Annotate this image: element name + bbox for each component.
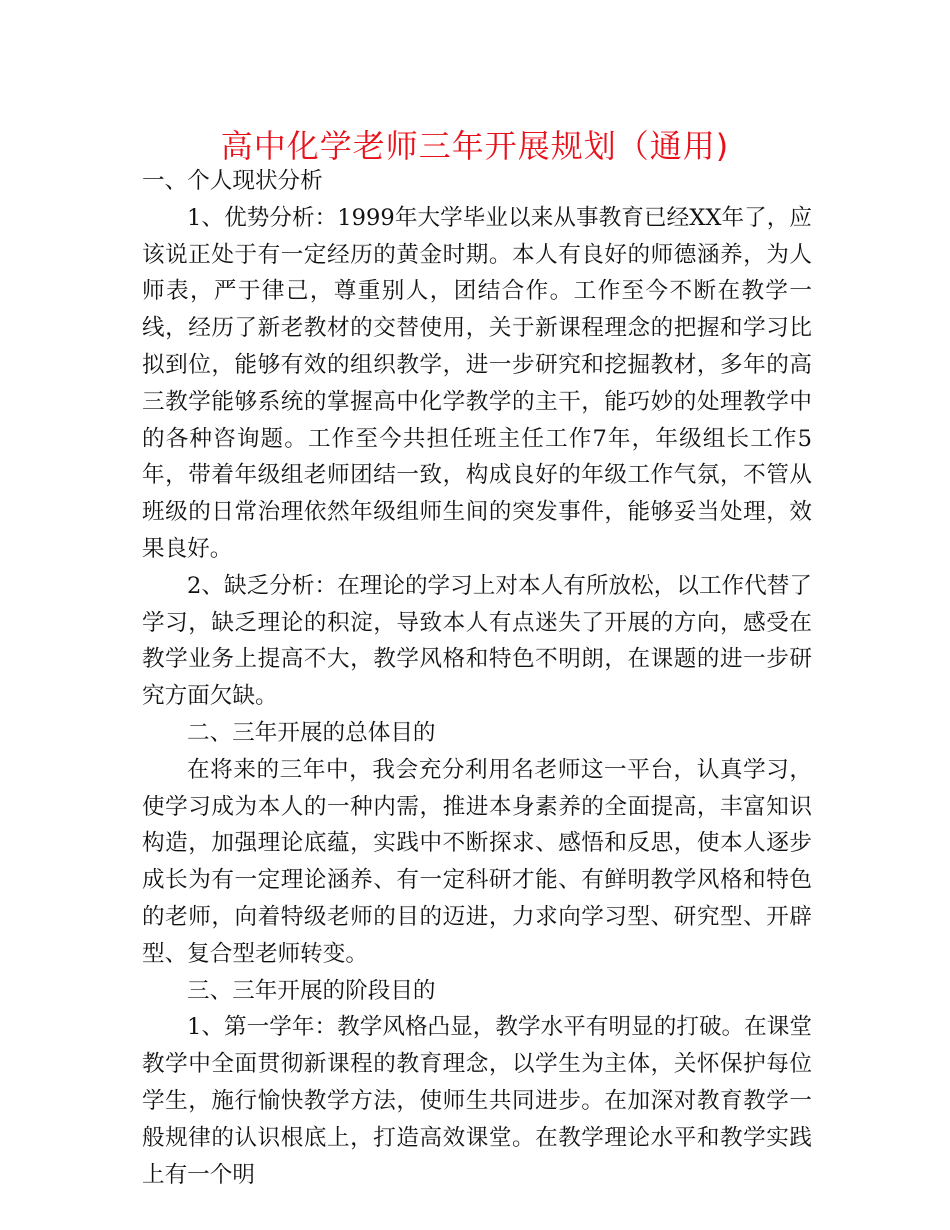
paragraph-strengths: 1、优势分析：1999年大学毕业以来从事教育已经XX年了，应该说正处于有一定经历的黄金时期。本人有良好的师德涵养，为人师表，严于律己，尊重别人，团结合作。工作至今不断在教学一线，经历了新老教材的交替使用，关于新课程理念的把握和学习比拟到位，能够有效的组织教学，进一步研究和挖掘教材，多年的高三教学能够系统的掌握高中化学教学的主干，能巧妙的处理教学中的各种咨询题。工作至今共担任班主任工作7年，年级组长工作5年，带着年级组老师团结一致，构成良好的年级工作气氛，不管从班级的日常治理依然年级组师生间的突发事件，能够妥当处理，效果良好。 — [142, 204, 812, 562]
paragraph-overall-goal: 在将来的三年中，我会充分利用名老师这一平台，认真学习，使学习成为本人的一种内需，推进本身素养的全面提高，丰富知识构造，加强理论底蕴，实践中不断探求、感悟和反思，使本人逐步成长为有一定理论涵养、有一定科研才能、有鲜明教学风格和特色的老师，向着特级老师的目的迈进，力求向学习型、研究型、开辟型、复合型老师转变。 — [142, 756, 812, 967]
document-body — [142, 163, 812, 1193]
section-heading-overall-goal: 二、三年开展的总体目的 — [187, 719, 436, 746]
document-title: 高中化学老师三年开展规划（通用) — [220, 127, 730, 165]
paragraph-year-one: 1、第一学年：教学风格凸显，教学水平有明显的打破。在课堂教学中全面贯彻新课程的教育理念，以学生为主体，关怀保护每位学生，施行愉快教学方法，使师生共同进步。在加深对教育教学一般规律的认识根底上，打造高效课堂。在教学理论水平和教学实践上有一个明 — [142, 1014, 812, 1188]
paragraph-weaknesses: 2、缺乏分析：在理论的学习上对本人有所放松，以工作代替了学习，缺乏理论的积淀，导致本人有点迷失了开展的方向，感受在教学业务上提高不大，教学风格和特色不明朗，在课题的进一步研究方面欠缺。 — [142, 572, 812, 710]
section-heading-stage-goals: 三、三年开展的阶段目的 — [187, 977, 436, 1004]
section-heading-status: 一、个人现状分析 — [142, 168, 323, 194]
